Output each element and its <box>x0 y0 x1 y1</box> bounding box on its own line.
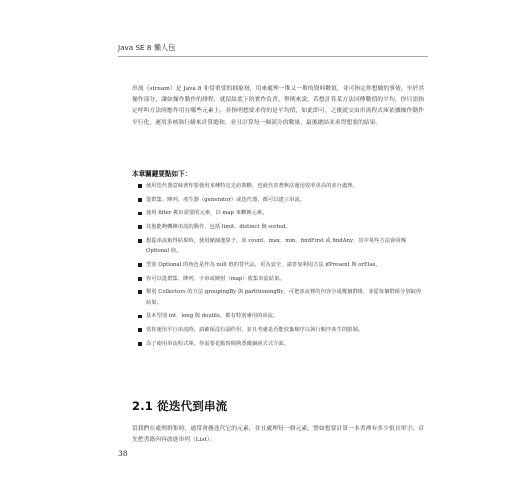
list-item-text: 類別 Collectors 的方法 groupingBy 與 partitioningBy，可把串流裡的內容分成幾個群組，並從每個群組分別取得結果。 <box>146 289 422 306</box>
section-body-text: 當我們在處理群集時，通常會疊迭代它的元素，並且處理每一個元素。譬如想要計算一本書裡有多少很長單字。首先把書籍內容放進串列（List）： <box>132 426 424 444</box>
list-item-text: 從群集、陣列、產生器（generator）或迭代器，都可以建立串流。 <box>146 196 306 203</box>
list-item <box>138 287 424 308</box>
intro-text: 串流（stream）是 Java 8 非常重要的抽象層，用來處理一堆又一堆的資料數值，並可指定你想做的事情，至於其操作部分，讓如操作動作的排程，就留給底下的實作負責。舉例來說，若想計算某方法回傳數值的平均，你只需指定呼叫方法時應作用在哪些元素上，並指明想要求得的是平均值，如此即可。之後就交由串流程式庫依據操作動作平行化，運用多核執行緒來計算總和，並且計算每一個部分的數量，最後總結並求得想要的結果。 <box>132 86 424 126</box>
section-body <box>132 424 424 446</box>
square-bullet-icon <box>138 198 142 202</box>
page-number: 38 <box>118 449 128 458</box>
list-item <box>138 222 424 232</box>
list-item <box>138 195 424 205</box>
list-item-text: 當你運用平行串流時，請確保沒有副作用，並且考慮是否能放棄順序以執行順序產生的限制。 <box>146 327 364 334</box>
list-item-text: 基本型別 int、long 與 double，都有特別專用的串流。 <box>146 313 279 320</box>
list-item-text: 使用迭代器意味著你要使用某種特定走訪策略，也就代表著無法運用效率更高的並行處理。 <box>146 183 358 189</box>
list-item-text: 使用 filter 挑出需要的元素，以 map 來轉換元素。 <box>146 210 268 217</box>
list-item-text: 為了使用串流程式庫，你需要花點時間熟悉幾個函式式介面。 <box>146 340 290 347</box>
square-bullet-icon <box>138 184 142 188</box>
square-bullet-icon <box>138 328 142 332</box>
list-item <box>138 311 424 321</box>
square-bullet-icon <box>138 212 142 216</box>
square-bullet-icon <box>138 225 142 229</box>
header-rule <box>118 56 428 57</box>
list-item-text: 想從串流取得結果時，使用縮減運算子，如 count、max、min、findFirst 或 findAny，其中某些方法會回傳 Optional 值。 <box>146 237 406 255</box>
square-bullet-icon <box>138 239 142 243</box>
list-item <box>138 260 424 270</box>
list-item <box>138 208 424 218</box>
section-heading: 2.1 從迭代到串流 <box>132 399 228 413</box>
list-item-text: 其他能夠轉換串流的動作，包括 limit、distinct 與 sorted。 <box>146 224 291 231</box>
list-item <box>138 236 424 257</box>
square-bullet-icon <box>138 315 142 319</box>
list-item <box>138 339 424 349</box>
key-points-title: 本章關鍵要點如下： <box>132 170 192 178</box>
square-bullet-icon <box>138 342 142 346</box>
list-item <box>138 325 424 335</box>
list-item <box>138 274 424 284</box>
square-bullet-icon <box>138 263 142 267</box>
list-item <box>138 181 424 191</box>
key-points-list <box>138 181 424 353</box>
square-bullet-icon <box>138 277 142 281</box>
running-header: Java SE 8 懶人包 <box>118 43 176 52</box>
intro-paragraph <box>132 84 424 129</box>
square-bullet-icon <box>138 290 142 294</box>
list-item-text: 你可以從群集、陣列、字串或映射（map）收集串流結果。 <box>146 275 285 282</box>
list-item-text: 型別 Optional 的角色是作為 null 值的替代品，更為安全，請善加利用方法 ifPresent 與 orElse。 <box>146 261 381 268</box>
